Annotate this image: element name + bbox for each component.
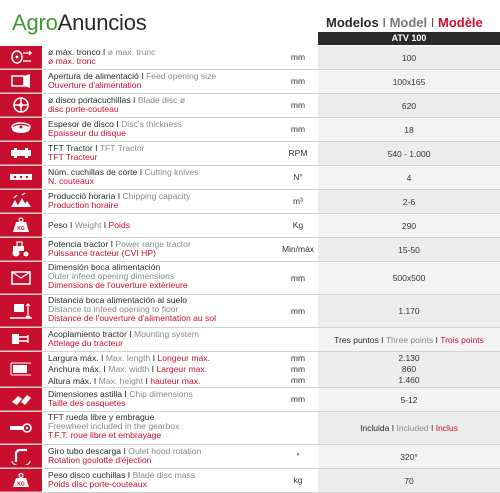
spec-icon-cell [0,445,42,468]
label-es: Dimensión boca alimentación [48,262,161,272]
spec-label-line: Peso I Weight I Poids [48,220,131,231]
spec-label-line [48,153,278,162]
spec-row [0,46,500,70]
spec-label [42,94,278,117]
spec-value [318,295,500,327]
label-en: Weight [74,220,102,231]
label-es: Potencia tractor [48,239,109,249]
spec-value [318,469,500,492]
unit-text: kg [293,475,303,486]
spec-value [318,352,500,387]
spec-label-line [48,431,278,440]
label-en: TFT Tractor [99,143,145,153]
label-fr: Largeur max. [156,364,208,375]
label-es: TFT rueda libre y embrague [48,412,155,422]
spec-icon-cell [0,262,42,294]
value-text: 100x165 [392,76,426,87]
value-es: Incluida [360,423,390,433]
outlet-rotation-icon [8,447,34,465]
spec-label [42,469,278,492]
spec-value [318,262,500,294]
spec-label [42,46,278,69]
label-en: Power range tractor [115,239,191,249]
value-text: 18 [404,124,414,135]
value-text: 5-12 [400,394,418,405]
spec-label-line: Espesor de disco I Disc's thickness [48,119,182,129]
chipping-capacity-icon [8,192,34,210]
label-es: ø disco portacuchillas [48,95,131,105]
value-text: 860 [401,363,417,374]
spec-label-line: Dimensiones astilla I Chip dimensions [48,389,193,399]
blade-disc-icon [8,96,34,114]
models-separator: I [427,15,438,30]
spec-unit [278,412,318,444]
spec-icon-cell [0,166,42,189]
spec-row [0,166,500,190]
label-es: Largura máx. [48,353,99,363]
spec-value [318,388,500,411]
spec-label-line: Anchura máx. I Max. width I Largeur max. [48,364,208,375]
spec-unit [278,46,318,69]
spec-label [42,445,278,468]
distance-floor-icon [8,302,34,320]
label-fr: Distance de l'ouverture d'alimentation au sol [48,313,217,324]
value-text: 1.460 [398,375,420,386]
spec-label-line [48,201,278,210]
label-fr: Production horaire [48,200,119,211]
chip-dimensions-icon [8,390,34,408]
spec-row [0,295,500,328]
tractor-coupling-icon [8,330,34,348]
spec-label-line: Apertura de alimentació I Feed opening size [48,71,217,81]
spec-value [318,238,500,261]
spec-row [0,328,500,352]
spec-unit [278,238,318,261]
spec-label [42,190,278,213]
label-es: Anchura máx. [48,364,102,375]
label-en: Max. width [108,364,150,375]
spec-label-line: Peso disco cuchillas I Blade disc mass [48,470,196,480]
unit-text: mm [290,375,306,386]
spec-label-line: Producció horaria I Chipping capacity [48,191,191,201]
spec-unit [278,295,318,327]
spec-row [0,70,500,94]
label-fr: Taille des casquetes [48,398,126,409]
unit-text: RPM [288,148,308,159]
spec-value [318,445,500,468]
spec-icon-cell [0,142,42,165]
label-es: Espesor de disco [48,119,114,129]
spec-label [42,352,278,387]
spec-unit [278,94,318,117]
spec-label-line [48,81,278,90]
spec-label-line [48,105,278,114]
spec-label [42,328,278,351]
label-fr: ø max. tronc [48,56,96,67]
unit-text: mm [290,100,306,111]
spec-value [318,70,500,93]
spec-row [0,214,500,238]
label-fr: Ouverture d'alimentation [48,80,142,91]
spec-row [0,412,500,445]
spec-label [42,295,278,327]
label-es: Distancia boca alimentación al suelo [48,295,188,305]
feed-opening-icon [8,72,34,90]
spec-value [318,118,500,141]
label-en: Chipping capacity [122,191,191,201]
brand-anuncios: Anuncios [57,10,147,35]
spec-unit [278,262,318,294]
unit-text: Kg [292,220,304,231]
spec-icon-cell [0,328,42,351]
label-en: Blade disc mass [132,470,196,480]
spec-label-line [48,281,278,290]
spec-icon-cell [0,412,42,444]
infeed-opening-icon [8,269,34,287]
spec-label [42,70,278,93]
svg-text:KG: KG [17,226,25,232]
unit-text: Min/máx [281,244,315,255]
label-es: Peso disco cuchillas [48,470,126,480]
label-en: Feed opening size [145,71,217,81]
models-heading-en: Model [389,15,428,30]
label-fr: Longeur max. [157,353,210,363]
spec-label-line: Núm. cuchillas de corte I Cutting knives [48,167,199,177]
spec-row [0,352,500,388]
model-name-bar: ATV 100 [318,32,500,45]
unit-text: m³ [293,196,303,207]
tractor-pto-icon [8,144,34,162]
value-text: 500x500 [392,273,426,283]
label-en: Mounting system [133,329,199,339]
spec-label-line [48,339,278,348]
unit-text: N° [293,172,303,183]
spec-row [0,238,500,262]
spec-value: Tres puntos I Three points I Trois points [318,328,500,351]
value-en: Included [396,423,429,433]
value-en: Three points [385,334,434,345]
label-en: Outer infeed opening dimensions [48,271,175,282]
spec-label [42,388,278,411]
spec-value [318,190,500,213]
spec-label [42,238,278,261]
label-en: Distance to infeed opening to floor [48,304,179,315]
spec-label-line: Potencia tractor I Power range tractor [48,239,191,249]
label-es: Peso [48,220,68,231]
spec-label [42,142,278,165]
spec-label-line [48,399,278,408]
value-text: 15-50 [398,244,420,255]
spec-value [318,214,500,237]
label-es: Núm. cuchillas de corte [48,167,138,177]
header [0,0,500,45]
spec-icon-cell [0,238,42,261]
models-heading [326,15,483,30]
label-fr: Poids disc porte-couteaux [48,479,147,490]
spec-unit [278,352,318,387]
weight-icon [8,216,34,234]
unit-text: mm [290,52,306,63]
spec-label-line: Altura máx. I Max. height I hauteur max. [48,375,201,386]
spec-unit [278,388,318,411]
label-fr: Poids [108,220,131,231]
label-fr: Dimensions de l'ouverture extérieure [48,280,188,291]
value-text: 290 [401,220,417,231]
spec-value [318,166,500,189]
spec-label-line: TFT Tractor I TFT Tractor [48,143,145,153]
spec-value [318,46,500,69]
value-text: 100 [401,52,417,63]
spec-unit [278,142,318,165]
spec-unit [278,214,318,237]
spec-value [318,94,500,117]
spec-label [42,214,278,237]
label-es: Acoplamiento tractor [48,329,127,339]
spec-unit [278,190,318,213]
models-heading-fr: Modèle [437,15,483,30]
label-fr: Puissance tracteur (CVI HP) [48,248,156,259]
spec-icon-cell [0,214,42,237]
label-fr: Attelage du tracteur [48,338,124,349]
models-heading-es: Modelos [326,15,379,30]
value-text: 320° [400,451,418,462]
spec-label-line: Giro tubo descarga I Oulet hood rotation [48,446,202,456]
value-fr: Inclus [435,423,458,433]
value-text: 540 - 1.000 [387,148,431,159]
spec-label-line [48,456,278,465]
spec-icon-cell [0,94,42,117]
spec-label-line [48,57,278,66]
spec-row [0,94,500,118]
value-text: 620 [401,100,417,111]
spec-row [0,118,500,142]
spec-unit [278,445,318,468]
label-fr: N. couteaux [48,176,94,187]
label-fr: TFT Tracteur [48,152,98,163]
unit-text: mm [290,352,306,363]
label-en: Oulet hood rotation [128,446,202,456]
spec-label [42,262,278,294]
freewheel-icon [8,419,34,437]
spec-row [0,190,500,214]
tractor-power-icon [8,240,34,258]
unit-text: ° [296,451,300,462]
label-en: Max. length [105,353,151,363]
label-fr: hauteur max. [150,375,201,386]
spec-label [42,118,278,141]
spec-unit [278,166,318,189]
unit-text: mm [290,394,306,405]
label-en: ø max. trunc [107,47,156,57]
models-separator: I [378,15,390,30]
spec-unit [278,328,318,351]
value-text: 1.170 [398,306,420,316]
spec-label-line [48,249,278,258]
spec-value: Incluida I Included I Inclus [318,412,500,444]
label-en: Disc's thickness [121,119,182,129]
spec-icon-cell [0,469,42,492]
spec-icon-cell [0,352,42,387]
spec-label-line [48,177,278,186]
value-text: 70 [404,475,414,486]
label-en: Chip dimensions [129,389,193,399]
blade-disc-mass-icon [8,471,34,489]
spec-row [0,262,500,295]
spec-row [0,469,500,493]
label-fr: disc porte-couteau [48,104,119,115]
label-es: Dimensiones astilla [48,389,123,399]
label-es: Producció horaria [48,191,116,201]
value-fr: Trois points [440,334,484,345]
spec-icon-cell [0,388,42,411]
label-es: TFT Tractor [48,143,93,153]
spec-label-line [48,129,278,138]
spec-label-line [48,314,278,323]
spec-icon-cell [0,70,42,93]
label-es: Altura máx. [48,375,92,386]
value-text: 4 [406,172,412,183]
spec-unit [278,118,318,141]
value-text: 2-6 [402,196,416,207]
spec-label [42,412,278,444]
spec-icon-cell [0,295,42,327]
spec-row [0,388,500,412]
dimensions-icon [8,360,34,378]
svg-text:KG: KG [17,481,25,488]
spec-label-line: Acoplamiento tractor I Mounting system [48,329,199,339]
brand-agro: Agro [12,10,58,35]
label-fr: T.F.T. roue libre et embrayage [48,430,162,441]
spec-icon-cell [0,190,42,213]
spec-label-line: ø máx. tronco I ø max. trunc [48,47,156,57]
brand-logo [12,10,147,36]
spec-value [318,142,500,165]
value-text: 2.130 [398,352,420,363]
trunk-diameter-icon [8,48,34,66]
unit-text: mm [290,76,306,87]
label-fr: Rotation goulotte d'éjection [48,455,152,466]
spec-table [0,46,500,493]
unit-text: mm [290,272,306,283]
unit-text: mm [290,305,306,316]
spec-label [42,166,278,189]
label-es: Apertura de alimentació [48,71,139,81]
spec-row [0,445,500,469]
spec-icon-cell [0,118,42,141]
label-en: Cutting knives [144,167,199,177]
label-en: Max. height [98,375,144,386]
spec-label-line: Largura máx. I Max. length I Longeur max. [48,353,210,363]
unit-text: mm [290,363,306,374]
spec-unit [278,469,318,492]
label-fr: Epaisseur du disque [48,128,126,139]
label-en: Blade disc ø [137,95,186,105]
value-es: Tres puntos [334,334,379,345]
label-es: Giro tubo descarga [48,446,122,456]
cutting-knives-icon [8,168,34,186]
label-en: Freewheel included in the gearbox [48,421,180,432]
spec-icon-cell [0,46,42,69]
label-es: ø máx. tronco [48,47,101,57]
disc-thickness-icon [8,120,34,138]
spec-row [0,142,500,166]
spec-label-line: ø disco portacuchillas I Blade disc ø [48,95,186,105]
spec-unit [278,70,318,93]
unit-text: mm [290,124,306,135]
